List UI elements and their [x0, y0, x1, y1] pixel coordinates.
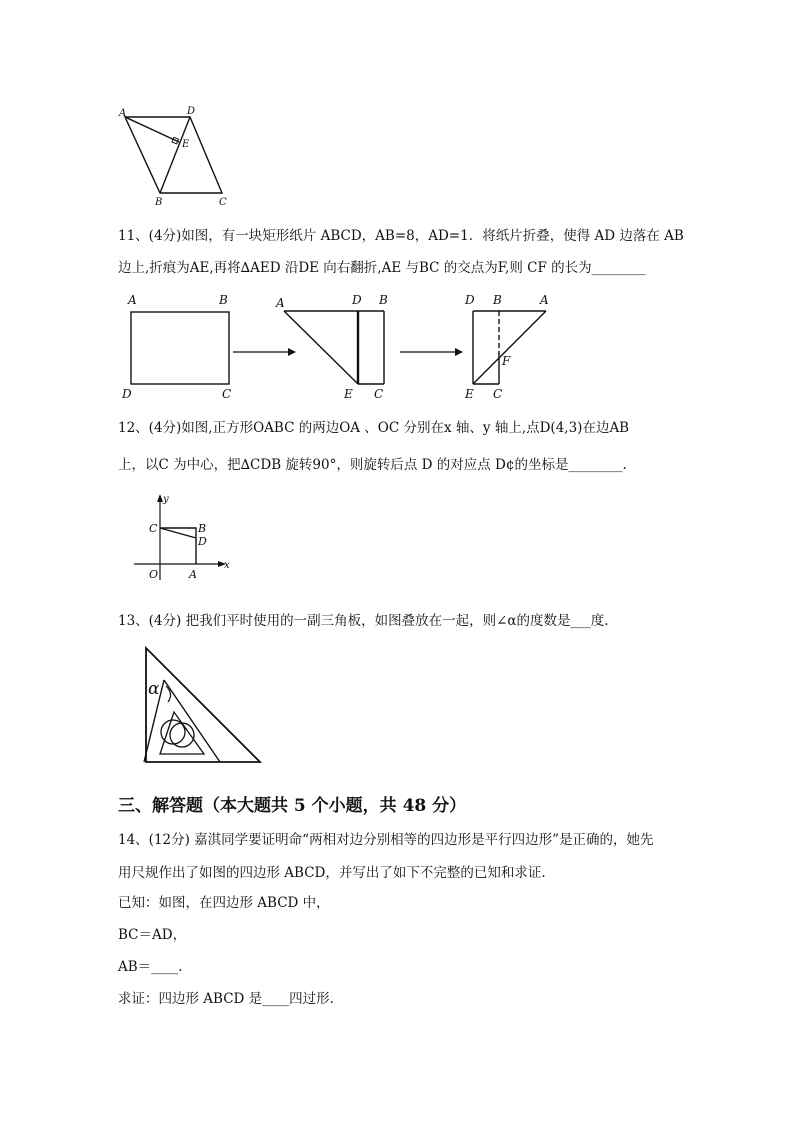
- fig3-label-f: F: [502, 354, 511, 368]
- fig2-label-c: C: [374, 387, 384, 401]
- q11-line2: 边上,折痕为AE,再将∆AED 沿DE 向右翻折,AE 与BC 的交点为F,则 CF 的长为________: [118, 260, 646, 276]
- axis-y-label: y: [163, 494, 169, 505]
- label-d: D: [198, 535, 207, 548]
- fig3-label-a: A: [540, 293, 549, 307]
- q14-line1: 14、(12分) 嘉淇同学要证明命“两相对边分别相等的四边形是平行四边形”是正确的，她先: [118, 832, 654, 848]
- label-o: O: [149, 568, 159, 581]
- q13-line1: 13、(4分) 把我们平时使用的一副三角板，如图叠放在一起，则∠α的度数是___度.: [118, 613, 609, 629]
- label-b: B: [155, 197, 163, 208]
- label-a: A: [119, 108, 127, 119]
- label-c: C: [149, 522, 158, 535]
- fig2-label-a: A: [276, 296, 285, 310]
- fig2-label-b: B: [379, 293, 388, 307]
- q14-line3: 已知：如图，在四边形 ABCD 中，: [118, 895, 330, 911]
- fig1-label-a: A: [128, 293, 137, 307]
- q14-line4: BC＝AD，: [118, 927, 187, 943]
- q11-line1: 11、(4分)如图，有一块矩形纸片 ABCD，AB=8，AD=1．将纸片折叠，使得 AD 边落在 AB: [118, 228, 684, 244]
- fig3-label-e: E: [465, 387, 474, 401]
- q14-line5: AB＝____.: [118, 959, 183, 975]
- triangle-rulers-figure: [130, 642, 265, 767]
- fig1-label-c: C: [222, 387, 232, 401]
- q14-line6: 求证：四边形 ABCD 是____四过形.: [118, 991, 334, 1007]
- q14-line2: 用尺规作出了如图的四边形 ABCD，并写出了如下不完整的已知和求证.: [118, 865, 546, 881]
- label-e: E: [182, 139, 190, 150]
- fig3-label-c: C: [493, 387, 503, 401]
- fig2-label-d: D: [352, 293, 362, 307]
- fold-steps-figure: [118, 290, 568, 405]
- q12-line1: 12、(4分)如图,正方形OABC 的两边OA 、OC 分别在x 轴、y 轴上,点D(4,3)在边AB: [118, 420, 630, 436]
- axis-x-label: x: [224, 560, 230, 571]
- fig1-label-d: D: [122, 387, 132, 401]
- label-a: A: [189, 568, 197, 581]
- angle-alpha-label: α: [148, 679, 160, 699]
- q12-line2: 上，以C 为中心，把∆CDB 旋转90°，则旋转后点 D 的对应点 D¢的坐标是________.: [118, 457, 627, 473]
- label-c: C: [219, 197, 227, 208]
- parallelogram-figure: [115, 105, 245, 210]
- label-d: D: [187, 106, 196, 117]
- fig2-label-e: E: [344, 387, 353, 401]
- label-b: B: [198, 522, 207, 535]
- fig3-label-b: B: [493, 293, 502, 307]
- section-3-title: 三、解答题（本大题共 5 个小题，共 48 分）: [118, 796, 467, 816]
- square-rotation-figure: [130, 492, 240, 584]
- fig3-label-d: D: [465, 293, 475, 307]
- fig1-label-b: B: [219, 293, 228, 307]
